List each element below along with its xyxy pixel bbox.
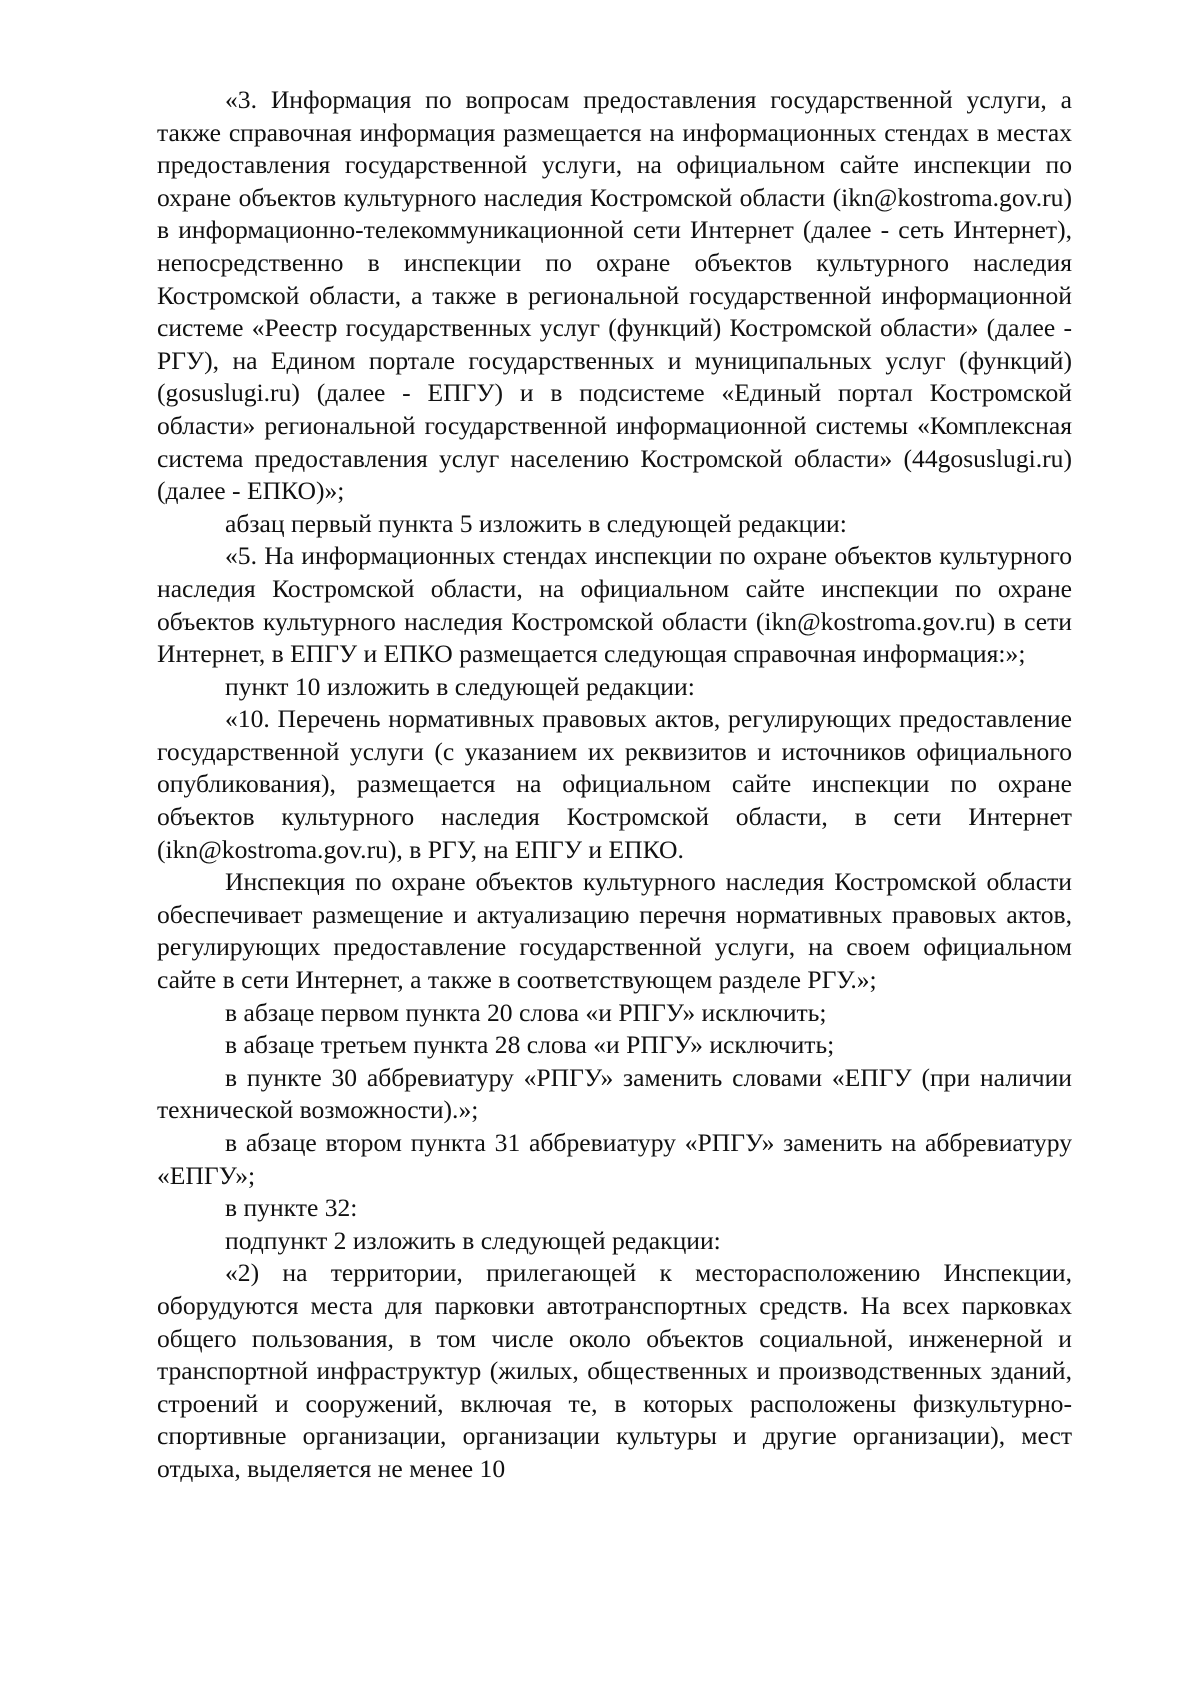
document-body [157,84,1072,1486]
paragraph-item-10: «10. Перечень нормативных правовых актов, регулирующих предоставление государственной услуги (с указанием их реквизитов и источников официального опубликования), размещается на официальном сайте инспекции по охране объектов культурного наследия Костромской области, в сети Интернет (ikn@kostroma.gov.ru), в РГУ, на ЕПГУ и ЕПКО. [157,704,1072,864]
paragraph-item-10-continued: Инспекция по охране объектов культурного наследия Костромской области обеспечивает размещение и актуализацию перечня нормативных правовых актов, регулирующих предоставление государственной услуги, на своем официальном сайте в сети Интернет, а также в соответствующем разделе РГУ.»; [157,867,1072,995]
paragraph-amendment-31: в абзаце втором пункта 31 аббревиатуру «РПГУ» заменить на аббревиатуру «ЕПГУ»; [157,1128,1072,1190]
paragraph-amendment-5-intro: абзац первый пункта 5 изложить в следующей редакции: [225,508,847,538]
paragraph-item-5: «5. На информационных стендах инспекции по охране объектов культурного наследия Костромской области, на официальном сайте инспекции по охране объектов культурного наследия Костромской области (ikn@kostroma.gov.ru) в сети Интернет, в ЕПГУ и ЕПКО размещается следующая справочная информация:»; [157,541,1072,669]
paragraph-amendment-32-intro: в пункте 32: [225,1193,358,1223]
paragraph-amendment-30: в пункте 30 аббревиатуру «РПГУ» заменить словами «ЕПГУ (при наличии технической возможности).»; [157,1062,1072,1125]
paragraph-item-3: «3. Информация по вопросам предоставления государственной услуги, а также справочная информация размещается на информационных стендах в местах предоставления государственной услуги, на официальном сайте инспекции по охране объектов культурного наследия Костромской области (ikn@kostroma.gov.ru) в информационно-телекоммуникационной сети Интернет (далее - сеть Интернет), непосредственно в инспекции по охране объектов культурного наследия Костромской области, а также в региональной государственной информационной системе «Реестр государственных услуг (функций) Костромской области» (далее - РГУ), на Едином портале государственных и муниципальных услуг (функций) (gosuslugi.ru) (далее - ЕПГУ) и в подсистеме «Единый портал Костромской области» региональной государственной информационной системы «Комплексная система предоставления услуг населению Костромской области» (44gosuslugi.ru) (далее - ЕПКО)»; [157,85,1072,506]
paragraph-subitem-2: «2) на территории, прилегающей к месторасположению Инспекции, оборудуются места для парковки автотранспортных средств. На всех парковках общего пользования, в том числе около объектов социальной, инженерной и транспортной инфраструктур (жилых, общественных и производственных зданий, строений и сооружений, включая те, в которых расположены физкультурно-спортивные организации, организации культуры и другие организации), мест отдыха, выделяется не менее 10 [157,1258,1072,1483]
paragraph-amendment-20: в абзаце первом пункта 20 слова «и РПГУ» исключить; [225,997,827,1027]
paragraph-amendment-10-intro: пункт 10 изложить в следующей редакции: [225,671,695,701]
paragraph-subitem-2-intro: подпункт 2 изложить в следующей редакции: [225,1225,721,1255]
paragraph-amendment-28: в абзаце третьем пункта 28 слова «и РПГУ» исключить; [225,1030,835,1060]
